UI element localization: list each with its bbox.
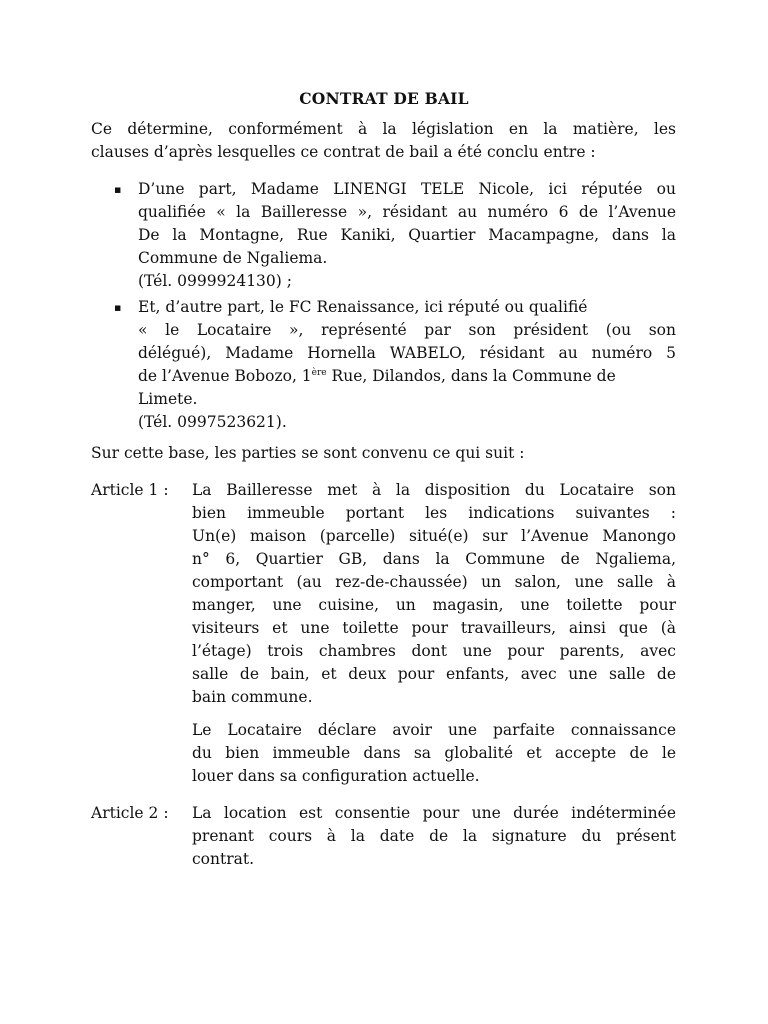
article-body — [192, 802, 676, 871]
party-line: Commune de Ngaliema. — [138, 249, 328, 267]
article-line: salle de bain, et deux pour enfants, avec une salle de — [192, 665, 676, 683]
square-bullet-icon: ▪ — [114, 183, 122, 196]
article-line: Un(e) maison (parcelle) situé(e) sur l’Avenue Manongo — [192, 527, 676, 545]
article-label: Article 1 : — [91, 481, 169, 499]
article-line: louer dans sa configuration actuelle. — [192, 767, 480, 785]
article-label: Article 2 : — [91, 804, 169, 822]
base-paragraph — [91, 442, 676, 465]
article-line: du bien immeuble dans sa globalité et accepte de le — [192, 744, 676, 762]
party-phone: (Tél. 0997523621). — [138, 413, 287, 431]
party-line: Et, d’autre part, le FC Renaissance, ici réputé ou qualifié — [138, 298, 588, 316]
intro-line: Ce détermine, conformément à la législation en la matière, les — [91, 120, 676, 138]
article-body — [192, 479, 676, 709]
article-line: bien immeuble portant les indications suivantes : — [192, 504, 676, 522]
base-line: Sur cette base, les parties se sont convenu ce qui suit : — [91, 444, 525, 462]
article-line: l’étage) trois chambres dont une pour parents, avec — [192, 642, 676, 660]
article-line: bain commune. — [192, 688, 313, 706]
article-1-sub-paragraph — [192, 719, 676, 788]
article-line: manger, une cuisine, un magasin, une toilette pour — [192, 596, 676, 614]
party-line: Limete. — [138, 390, 198, 408]
party-item-bailleresse — [91, 178, 676, 293]
intro-paragraph — [91, 118, 676, 164]
article-line: visiteurs et une toilette pour travailleurs, ainsi que (à — [192, 619, 676, 637]
square-bullet-icon: ▪ — [114, 301, 122, 314]
party-line: De la Montagne, Rue Kaniki, Quartier Macampagne, dans la — [138, 226, 676, 244]
party-phone: (Tél. 0999924130) ; — [138, 272, 292, 290]
document-title: CONTRAT DE BAIL — [299, 89, 469, 108]
article-1 — [91, 479, 676, 788]
address-part: Rue, Dilandos, dans la Commune de — [326, 367, 616, 385]
article-line: comportant (au rez-de-chaussée) un salon, une salle à — [192, 573, 676, 591]
party-line: « le Locataire », représenté par son président (ou son — [138, 321, 676, 339]
article-line: La location est consentie pour une durée indéterminée — [192, 804, 676, 822]
article-line: prenant cours à la date de la signature du présent — [192, 827, 676, 845]
article-2 — [91, 802, 676, 871]
article-line: Le Locataire déclare avoir une parfaite connaissance — [192, 721, 676, 739]
article-line: n° 6, Quartier GB, dans la Commune de Ngaliema, — [192, 550, 676, 568]
intro-line: clauses d’après lesquelles ce contrat de bail a été conclu entre : — [91, 143, 596, 161]
party-line: D’une part, Madame LINENGI TELE Nicole, ici réputée ou — [138, 180, 676, 198]
parties-list — [91, 178, 676, 437]
ordinal-suffix: ère — [311, 367, 327, 378]
article-line: La Bailleresse met à la disposition du Locataire son — [192, 481, 676, 499]
party-item-locataire — [91, 296, 676, 434]
party-line-address — [138, 365, 676, 388]
party-line: qualifiée « la Bailleresse », résidant au numéro 6 de l’Avenue — [138, 203, 676, 221]
article-line: contrat. — [192, 850, 255, 868]
party-line: délégué), Madame Hornella WABELO, résidant au numéro 5 — [138, 344, 676, 362]
address-part: de l’Avenue Bobozo, 1 — [138, 367, 312, 385]
